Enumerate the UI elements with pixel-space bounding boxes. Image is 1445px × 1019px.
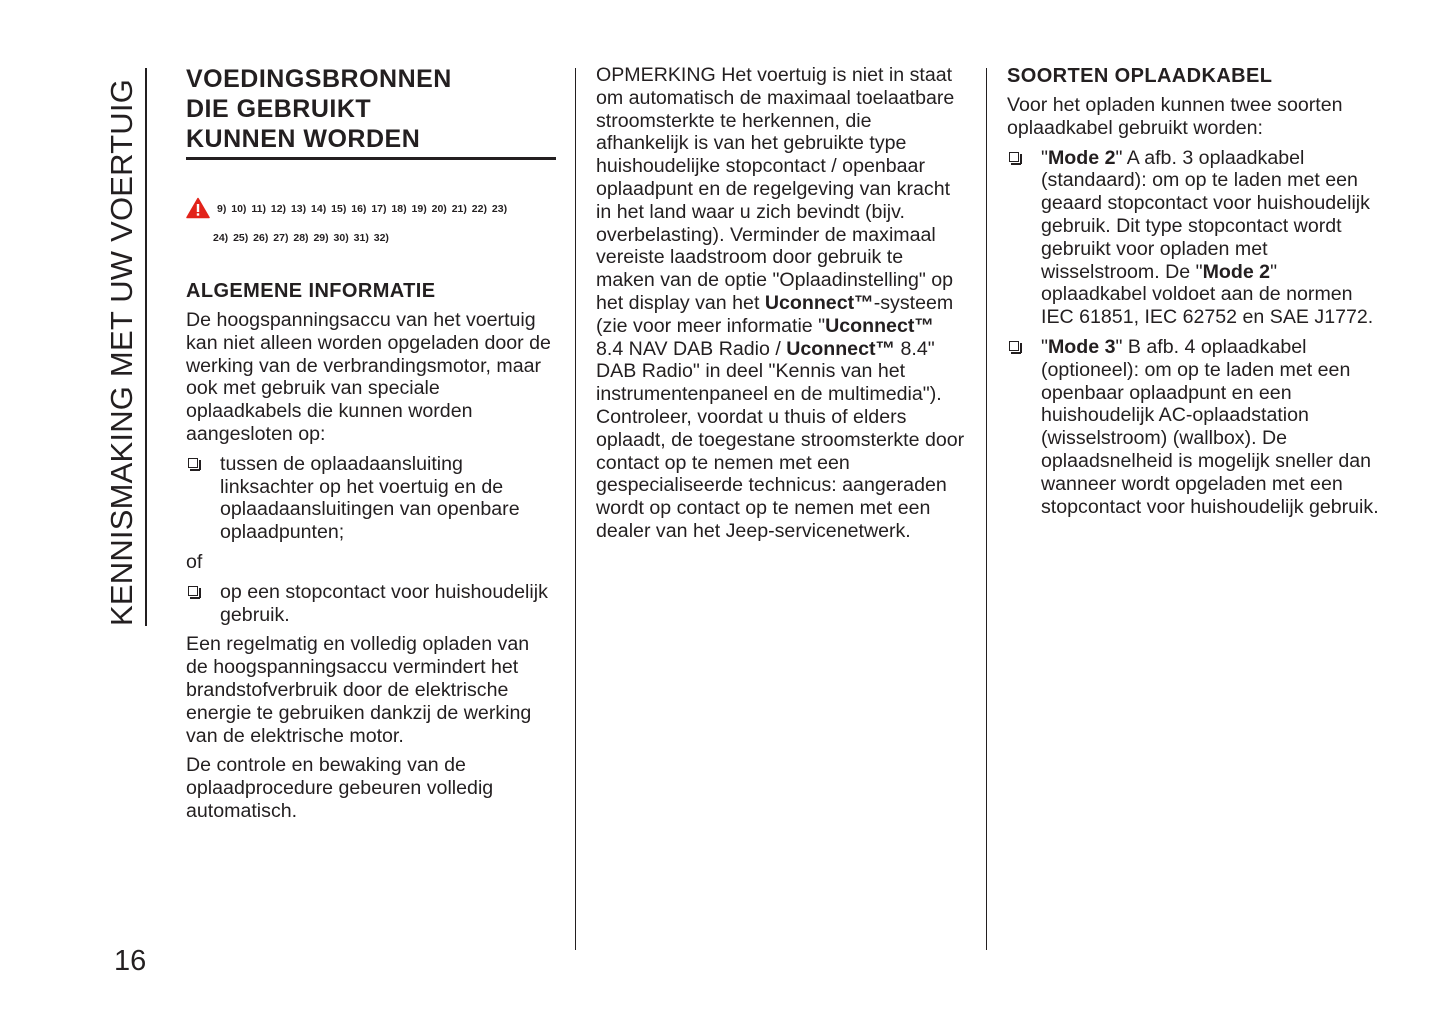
uconnect-brand: Uconnect™ [764,291,874,314]
column-1 [186,64,556,823]
list-item [1007,147,1387,329]
item-text: " B afb. 4 oplaadkabel (optioneel): om op te laden met een openbaar oplaadpunt en een huishoudelijk AC-oplaadstation (wisselstroom) (wallbox). De oplaadsnelheid is mogelijk sneller dan wanneer wordt opgeladen met een stopcontact voor huishoudelijk gebruik. [1041,335,1379,518]
warning-triangle-icon [186,197,210,219]
or-text: of [186,550,203,573]
note-text: OPMERKING Het voertuig is niet in staat om automatisch de maximaal toelaatbare stroomsterkte te herkennen, die afhankelijk is van het gebruikte type huishoudelijke stopcontact / openbaar oplaadpunt en de regelgeving van kracht in het land waar u zich bevindt (bijv. overbelasting). Verminder de maximaal vereiste laadstroom door gebruik te maken van de optie "Oplaadinstelling" op het display van het [596,64,955,314]
section-heading: VOEDINGSBRONNEN DIE GEBRUIKT KUNNEN WORDEN [186,64,556,160]
uconnect-brand: Uconnect™ [786,337,896,360]
list-item [1007,336,1387,518]
page-number: 16 [114,945,147,977]
warning-refs-line-2: 24) 25) 26) 27) 28) 29) 30) 31) 32) [213,232,389,244]
side-title-container [100,68,148,626]
paragraph-automatic-control: De controle en bewaking van de oplaadprocedure gebeuren volledig automatisch. [186,754,494,822]
subheading-cable-types: SOORTEN OPLAADKABEL [1007,65,1273,87]
checkbox-bullet-icon [188,586,198,596]
mode-label: Mode 2 [1047,146,1116,169]
item-text: " A afb. 3 oplaadkabel (standaard): om op te laden met een geaard stopcontact voor huishoudelijk gebruik. Dit type stopcontact wordt gebruikt voor opladen met wisselstroom. De " [1041,146,1370,283]
list-item-text [1041,147,1373,329]
item-text: " oplaadkabel voldoet aan de normen IEC 61851, IEC 62752 en SAE J1772. [1041,260,1374,329]
warning-references [186,197,556,259]
paragraph-charging-benefit: Een regelmatig en volledig opladen van de hoogspanningsaccu vermindert het brandstofverbruik door de elektrische energie te gebruiken dankzij de werking van de elektrische motor. [186,633,532,747]
checkbox-bullet-icon [1009,341,1019,351]
note-paragraph [596,64,966,543]
cable-intro: Voor het opladen kunnen twee soorten oplaadkabel gebruikt worden: [1007,94,1343,139]
list-item-text [1041,336,1379,518]
checkbox-bullet-icon [188,458,198,468]
checkbox-bullet-icon [1009,152,1019,162]
list-item [186,581,556,627]
intro-paragraph: De hoogspanningsaccu van het voertuig kan niet alleen worden opgeladen door de werking van de verbrandingsmotor, maar ook met gebruik van speciale oplaadkabels die kunnen worden aangesloten op: [186,309,551,445]
note-text: 8.4 NAV DAB Radio / [596,337,787,360]
list-item-text: op een stopcontact voor huishoudelijk gebruik. [220,580,548,626]
side-title-rule [145,68,147,626]
warning-refs-line-1: 9) 10) 11) 12) 13) 14) 15) 16) 17) 18) 19) 20) 21) 22) 23) [217,203,508,215]
column-3 [1007,64,1387,518]
list-item [186,453,556,544]
list-item-text: tussen de oplaadaansluiting linksachter op het voertuig en de oplaadaansluitingen van openbare oplaadpunten; [220,452,520,544]
subheading-general-info: ALGEMENE INFORMATIE [186,280,436,302]
note-text: -systeem (zie voor meer informatie " [596,291,954,337]
note-text: 8.4" DAB Radio" in deel "Kennis van het instrumentenpaneel en de multimedia"). Controleer, voordat u thuis of elders oplaadt, de toegestane stroomsterkte door contact op te nemen met een gespecialiseerde technicus: aangeraden wordt op contact op te nemen met een dealer van het Jeep-servicenetwerk. [596,337,965,542]
mode-label: Mode 2 [1202,260,1271,283]
mode-label: Mode 3 [1047,335,1116,358]
uconnect-brand: Uconnect™ [825,314,934,337]
quote-mark: " [1041,335,1048,358]
side-section-title: KENNISMAKING MET UW VOERTUIG [104,78,139,626]
column-divider-2 [986,68,987,950]
column-divider-1 [575,68,576,950]
column-2 [596,64,966,543]
quote-mark: " [1041,146,1048,169]
